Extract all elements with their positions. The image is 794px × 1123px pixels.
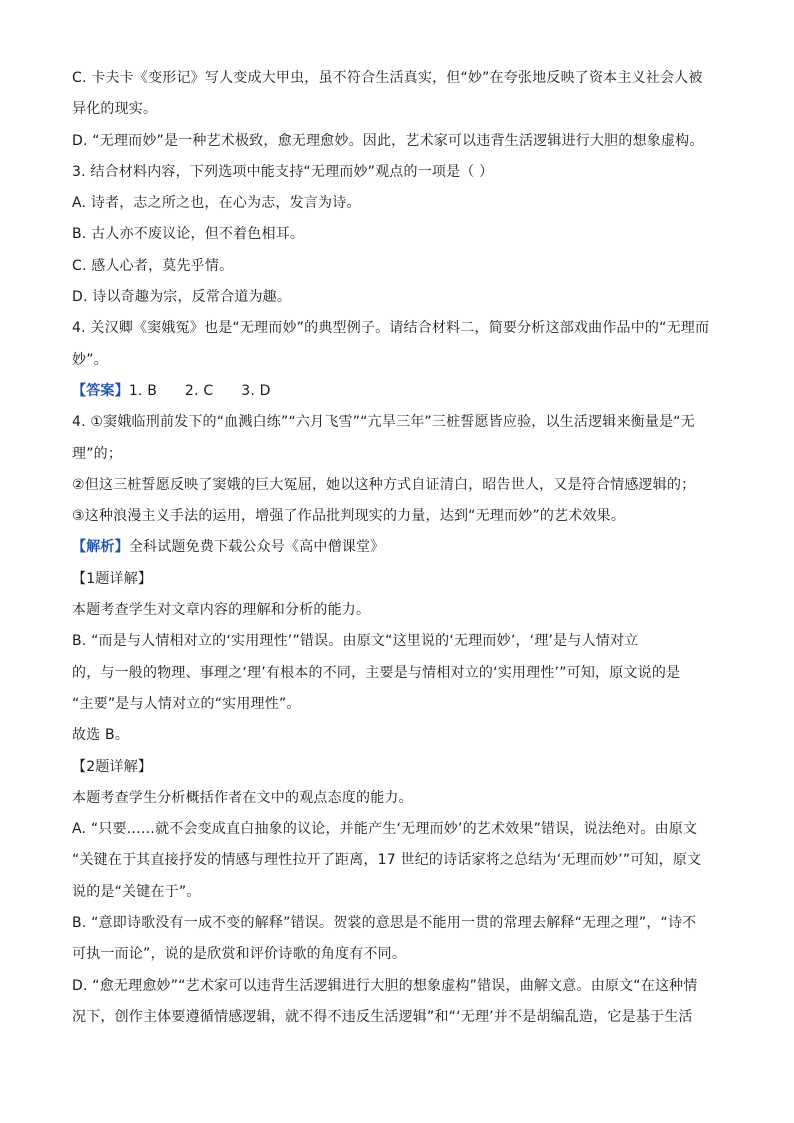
text-line [72, 845, 722, 876]
line-text: 4. ①窦娥临刑前发下的“血溅白练”“六月飞雪”“亢旱三年”三桩誓愿皆应验，以生活逻辑来衡量是“无 [72, 414, 695, 431]
text-line [72, 626, 722, 657]
line-text: 说的是“关键在于”。 [72, 883, 201, 900]
text-line [72, 595, 722, 626]
line-text: 异化的现实。 [72, 101, 158, 118]
line-text: 可执一而论”，说的是欣赏和评价诗歌的角度有不同。 [72, 946, 407, 963]
line-text: 本题考查学生对文章内容的理解和分析的能力。 [72, 602, 371, 619]
text-line [72, 219, 722, 250]
line-text: B. “意即诗歌没有一成不变的解释”错误。贺裳的意思是不能用一贯的常理去解释“无理之理”，“诗不 [72, 915, 697, 932]
line-text: 3. 结合材料内容，下列选项中能支持“无理而妙”观点的一项是（ ） [72, 163, 494, 180]
line-text: ②但这三桩誓愿反映了窦娥的巨大冤屈，她以这种方式自证清白，昭告世人，又是符合情感逻辑的； [72, 476, 696, 493]
line-text: D. “愈无理愈妙”“艺术家可以违背生活逻辑进行大胆的想象虚构”错误，曲解文意。由原文“在这种情 [72, 977, 698, 994]
text-line [72, 908, 722, 939]
text-line [72, 971, 722, 1002]
line-text: 理”的； [72, 445, 123, 462]
text-line [72, 720, 722, 751]
text-line [72, 126, 722, 157]
line-text: “主要”是与人情对立的“实用理性”。 [72, 695, 301, 712]
text-line [72, 188, 722, 219]
text-line [72, 783, 722, 814]
text-line [72, 1002, 722, 1033]
line-text: 【2题详解】 [72, 758, 153, 775]
line-text: A. 诗者，志之所之也，在心为志，发言为诗。 [72, 195, 361, 212]
text-line [72, 376, 722, 407]
line-text: 1. B 2. C 3. D [128, 382, 271, 399]
line-text: 4. 关汉卿《窦娥冤》也是“无理而妙”的典型例子。请结合材料二，简要分析这部戏曲作品中的“无理而 [72, 320, 710, 337]
text-line [72, 939, 722, 970]
line-text: D. 诗以奇趣为宗，反常合道为趣。 [72, 289, 292, 306]
text-line [72, 877, 722, 908]
text-line [72, 63, 722, 94]
line-text: C. 感人心者，莫先乎情。 [72, 257, 234, 274]
line-text: “关键在于其直接抒发的情感与理性拉开了距离，17 世纪的诗话家将之总结为‘无理而妙’”可知，原文 [72, 852, 702, 869]
text-line [72, 407, 722, 438]
line-text: B. “而是与人情相对立的‘实用理性’”错误。由原文“这里说的‘无理而妙’，‘理’是与人情对立 [72, 633, 639, 650]
text-line [72, 251, 722, 282]
text-line [72, 94, 722, 125]
line-text: B. 古人亦不废议论，但不着色相耳。 [72, 226, 305, 243]
line-text: 的，与一般的物理、事理之‘理’有根本的不同，主要是与情相对立的‘实用理性’”可知，原文说的是 [72, 664, 681, 681]
text-line [72, 752, 722, 783]
line-text: ③这种浪漫主义手法的运用，增强了作品批判现实的力量，达到“无理而妙”的艺术效果。 [72, 508, 626, 525]
document-body [72, 63, 722, 1033]
text-line [72, 439, 722, 470]
text-line [72, 313, 722, 344]
line-text: 全科试题免费下载公众号《高中僧课堂》 [128, 539, 385, 556]
line-text: A. “只要……就不会变成直白抽象的议论，并能产生‘无理而妙’的艺术效果”错误，说法绝对。由原文 [72, 821, 698, 838]
text-line [72, 501, 722, 532]
text-line [72, 814, 722, 845]
text-line [72, 658, 722, 689]
line-text: 妙”。 [72, 351, 108, 368]
text-line [72, 282, 722, 313]
line-text: 【1题详解】 [72, 570, 153, 587]
line-text: C. 卡夫卡《变形记》写人变成大甲虫，虽不符合生活真实，但“妙”在夸张地反映了资本主义社会人被 [72, 70, 703, 86]
line-text: 本题考查学生分析概括作者在文中的观点态度的能力。 [72, 789, 413, 806]
line-text: D. “无理而妙”是一种艺术极致，愈无理愈妙。因此，艺术家可以违背生活逻辑进行大胆的想象虚构。 [72, 132, 704, 149]
section-tag: 【解析】 [72, 539, 129, 556]
text-line [72, 345, 722, 376]
text-line [72, 564, 722, 595]
line-text: 况下，创作主体要遵循情感逻辑，就不得不违反生活逻辑”和“‘无理’并不是胡编乱造，它是基于生活 [72, 1008, 693, 1025]
text-line [72, 689, 722, 720]
section-tag: 【答案】 [72, 382, 129, 399]
text-line [72, 470, 722, 501]
line-text: 故选 B。 [72, 727, 130, 744]
text-line [72, 157, 722, 188]
text-line [72, 532, 722, 563]
